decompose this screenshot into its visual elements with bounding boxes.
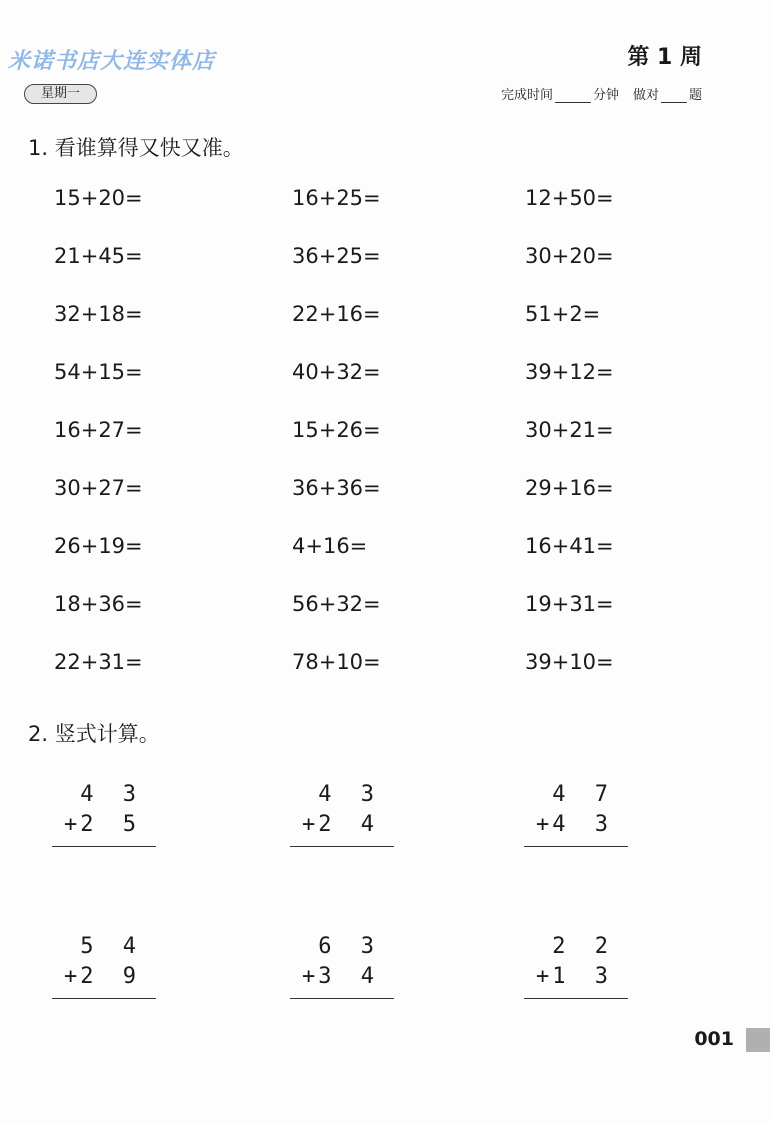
top-operand: 6 3 <box>318 934 382 959</box>
answer-line <box>52 998 156 999</box>
exercise-item: 16+27= <box>54 418 143 442</box>
day-tag: 星期一 <box>24 84 97 104</box>
vertical-problem <box>52 934 156 1014</box>
top-operand: 4 3 <box>318 782 382 807</box>
answer-line <box>524 998 628 999</box>
time-blank <box>555 88 591 103</box>
vertical-problem <box>290 934 394 1014</box>
exercise-item: 36+25= <box>292 244 381 268</box>
vertical-problem <box>524 934 628 1014</box>
bottom-operand: 4 3 <box>552 812 616 837</box>
section-1-title: 1. 看谁算得又快又准。 <box>28 136 244 160</box>
plus-sign: + <box>536 964 550 989</box>
exercise-item: 4+16= <box>292 534 368 558</box>
exercise-item: 39+12= <box>525 360 614 384</box>
plus-sign: + <box>302 964 316 989</box>
top-operand: 4 7 <box>552 782 616 807</box>
exercise-item: 40+32= <box>292 360 381 384</box>
exercise-item: 36+36= <box>292 476 381 500</box>
exercise-item: 32+18= <box>54 302 143 326</box>
questions-label: 题 <box>688 88 702 103</box>
answer-line <box>290 998 394 999</box>
exercise-item: 15+20= <box>54 186 143 210</box>
page-number: 001 <box>694 1028 734 1050</box>
bottom-operand: 2 9 <box>80 964 144 989</box>
exercise-item: 26+19= <box>54 534 143 558</box>
answer-line <box>290 846 394 847</box>
exercise-item: 18+36= <box>54 592 143 616</box>
answer-line <box>52 846 156 847</box>
exercise-item: 22+16= <box>292 302 381 326</box>
vertical-problem <box>290 782 394 862</box>
top-operand: 5 4 <box>80 934 144 959</box>
page-tab-marker <box>746 1028 770 1052</box>
exercise-item: 51+2= <box>525 302 601 326</box>
plus-sign: + <box>64 964 78 989</box>
exercise-item: 15+26= <box>292 418 381 442</box>
plus-sign: + <box>64 812 78 837</box>
plus-sign: + <box>536 812 550 837</box>
vertical-problem <box>52 782 156 862</box>
bottom-operand: 2 5 <box>80 812 144 837</box>
exercise-item: 16+41= <box>525 534 614 558</box>
bottom-operand: 1 3 <box>552 964 616 989</box>
bottom-operand: 3 4 <box>318 964 382 989</box>
top-operand: 4 3 <box>80 782 144 807</box>
completion-time-label: 完成时间 <box>500 88 553 103</box>
exercise-item: 54+15= <box>54 360 143 384</box>
correct-blank <box>661 88 687 103</box>
plus-sign: + <box>302 812 316 837</box>
exercise-item: 56+32= <box>292 592 381 616</box>
minutes-label: 分钟 <box>592 88 619 103</box>
answer-line <box>524 846 628 847</box>
correct-label: 做对 <box>632 88 659 103</box>
exercise-item: 29+16= <box>525 476 614 500</box>
bottom-operand: 2 4 <box>318 812 382 837</box>
exercise-item: 12+50= <box>525 186 614 210</box>
completion-record <box>501 84 702 103</box>
store-watermark: 米诺书店大连实体店 <box>8 49 216 74</box>
exercise-item: 30+27= <box>54 476 143 500</box>
top-operand: 2 2 <box>552 934 616 959</box>
exercise-item: 30+21= <box>525 418 614 442</box>
vertical-problem <box>524 782 628 862</box>
exercise-item: 30+20= <box>525 244 614 268</box>
exercise-item: 21+45= <box>54 244 143 268</box>
week-title: 第 1 周 <box>627 45 702 70</box>
exercise-item: 19+31= <box>525 592 614 616</box>
exercise-item: 39+10= <box>525 650 614 674</box>
exercise-item: 16+25= <box>292 186 381 210</box>
exercise-item: 78+10= <box>292 650 381 674</box>
exercise-item: 22+31= <box>54 650 143 674</box>
section-2-title: 2. 竖式计算。 <box>28 722 160 746</box>
